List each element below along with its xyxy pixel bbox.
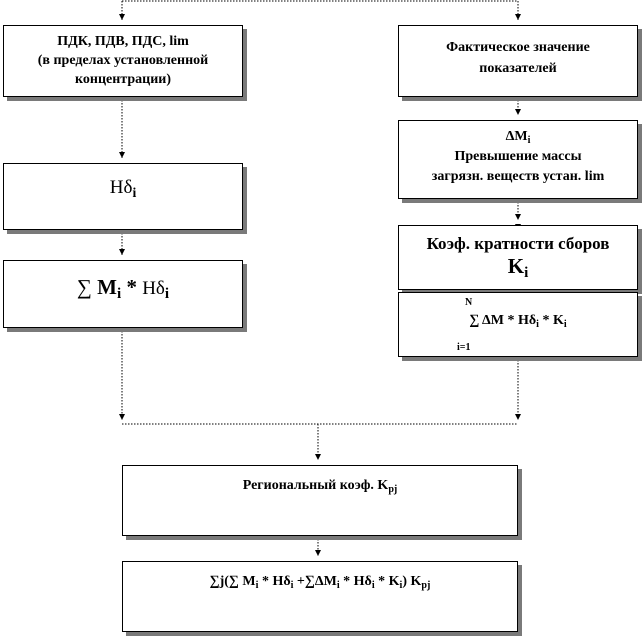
limits-box — [3, 25, 243, 97]
actual-values-line-1: Фактическое значение — [446, 40, 590, 55]
regional-label: Региональный коэф. $K_{pj}$ — [242, 478, 398, 495]
final-formula-box — [122, 561, 518, 632]
sum-upper-limit: N — [465, 297, 473, 308]
h-delta-box — [3, 163, 243, 230]
excess-delta-m: $\Delta M_i$ — [505, 129, 531, 146]
limits-subtitle-1: (в пределах установленной — [37, 53, 209, 68]
actual-values-box — [398, 25, 638, 97]
sum-m-box — [3, 260, 243, 328]
coef-k-box — [398, 225, 638, 290]
coef-k-symbol: $K_i$ — [507, 254, 529, 282]
excess-line-3: загрязн. веществ устан. lim — [431, 169, 605, 184]
sum-delta-box — [398, 292, 638, 357]
limits-title: ПДК, ПДВ, ПДС, lim — [57, 34, 189, 49]
excess-line-2: Превышение массы — [454, 149, 582, 164]
sum-delta-formula: ∑ ΔM * $Н\delta_i * K_i$ — [469, 313, 567, 330]
coef-k-title: Коэф. кратности сборов — [426, 234, 610, 253]
final-formula: ∑j(∑ $M_i * Н\delta_i +\sum\Delta M_i * Н\delta_i * K_i$) $K_{pj}$ — [209, 574, 431, 591]
excess-box — [398, 120, 638, 199]
sum-m-formula: ∑ $M_i * Н\delta_i$ — [76, 275, 170, 303]
h-delta-label: $Н\delta_i$ — [109, 177, 137, 200]
actual-values-line-2: показателей — [479, 61, 557, 76]
limits-subtitle-2: концентрации) — [75, 72, 171, 87]
sum-lower-limit: i=1 — [457, 342, 471, 353]
regional-box — [122, 465, 518, 536]
